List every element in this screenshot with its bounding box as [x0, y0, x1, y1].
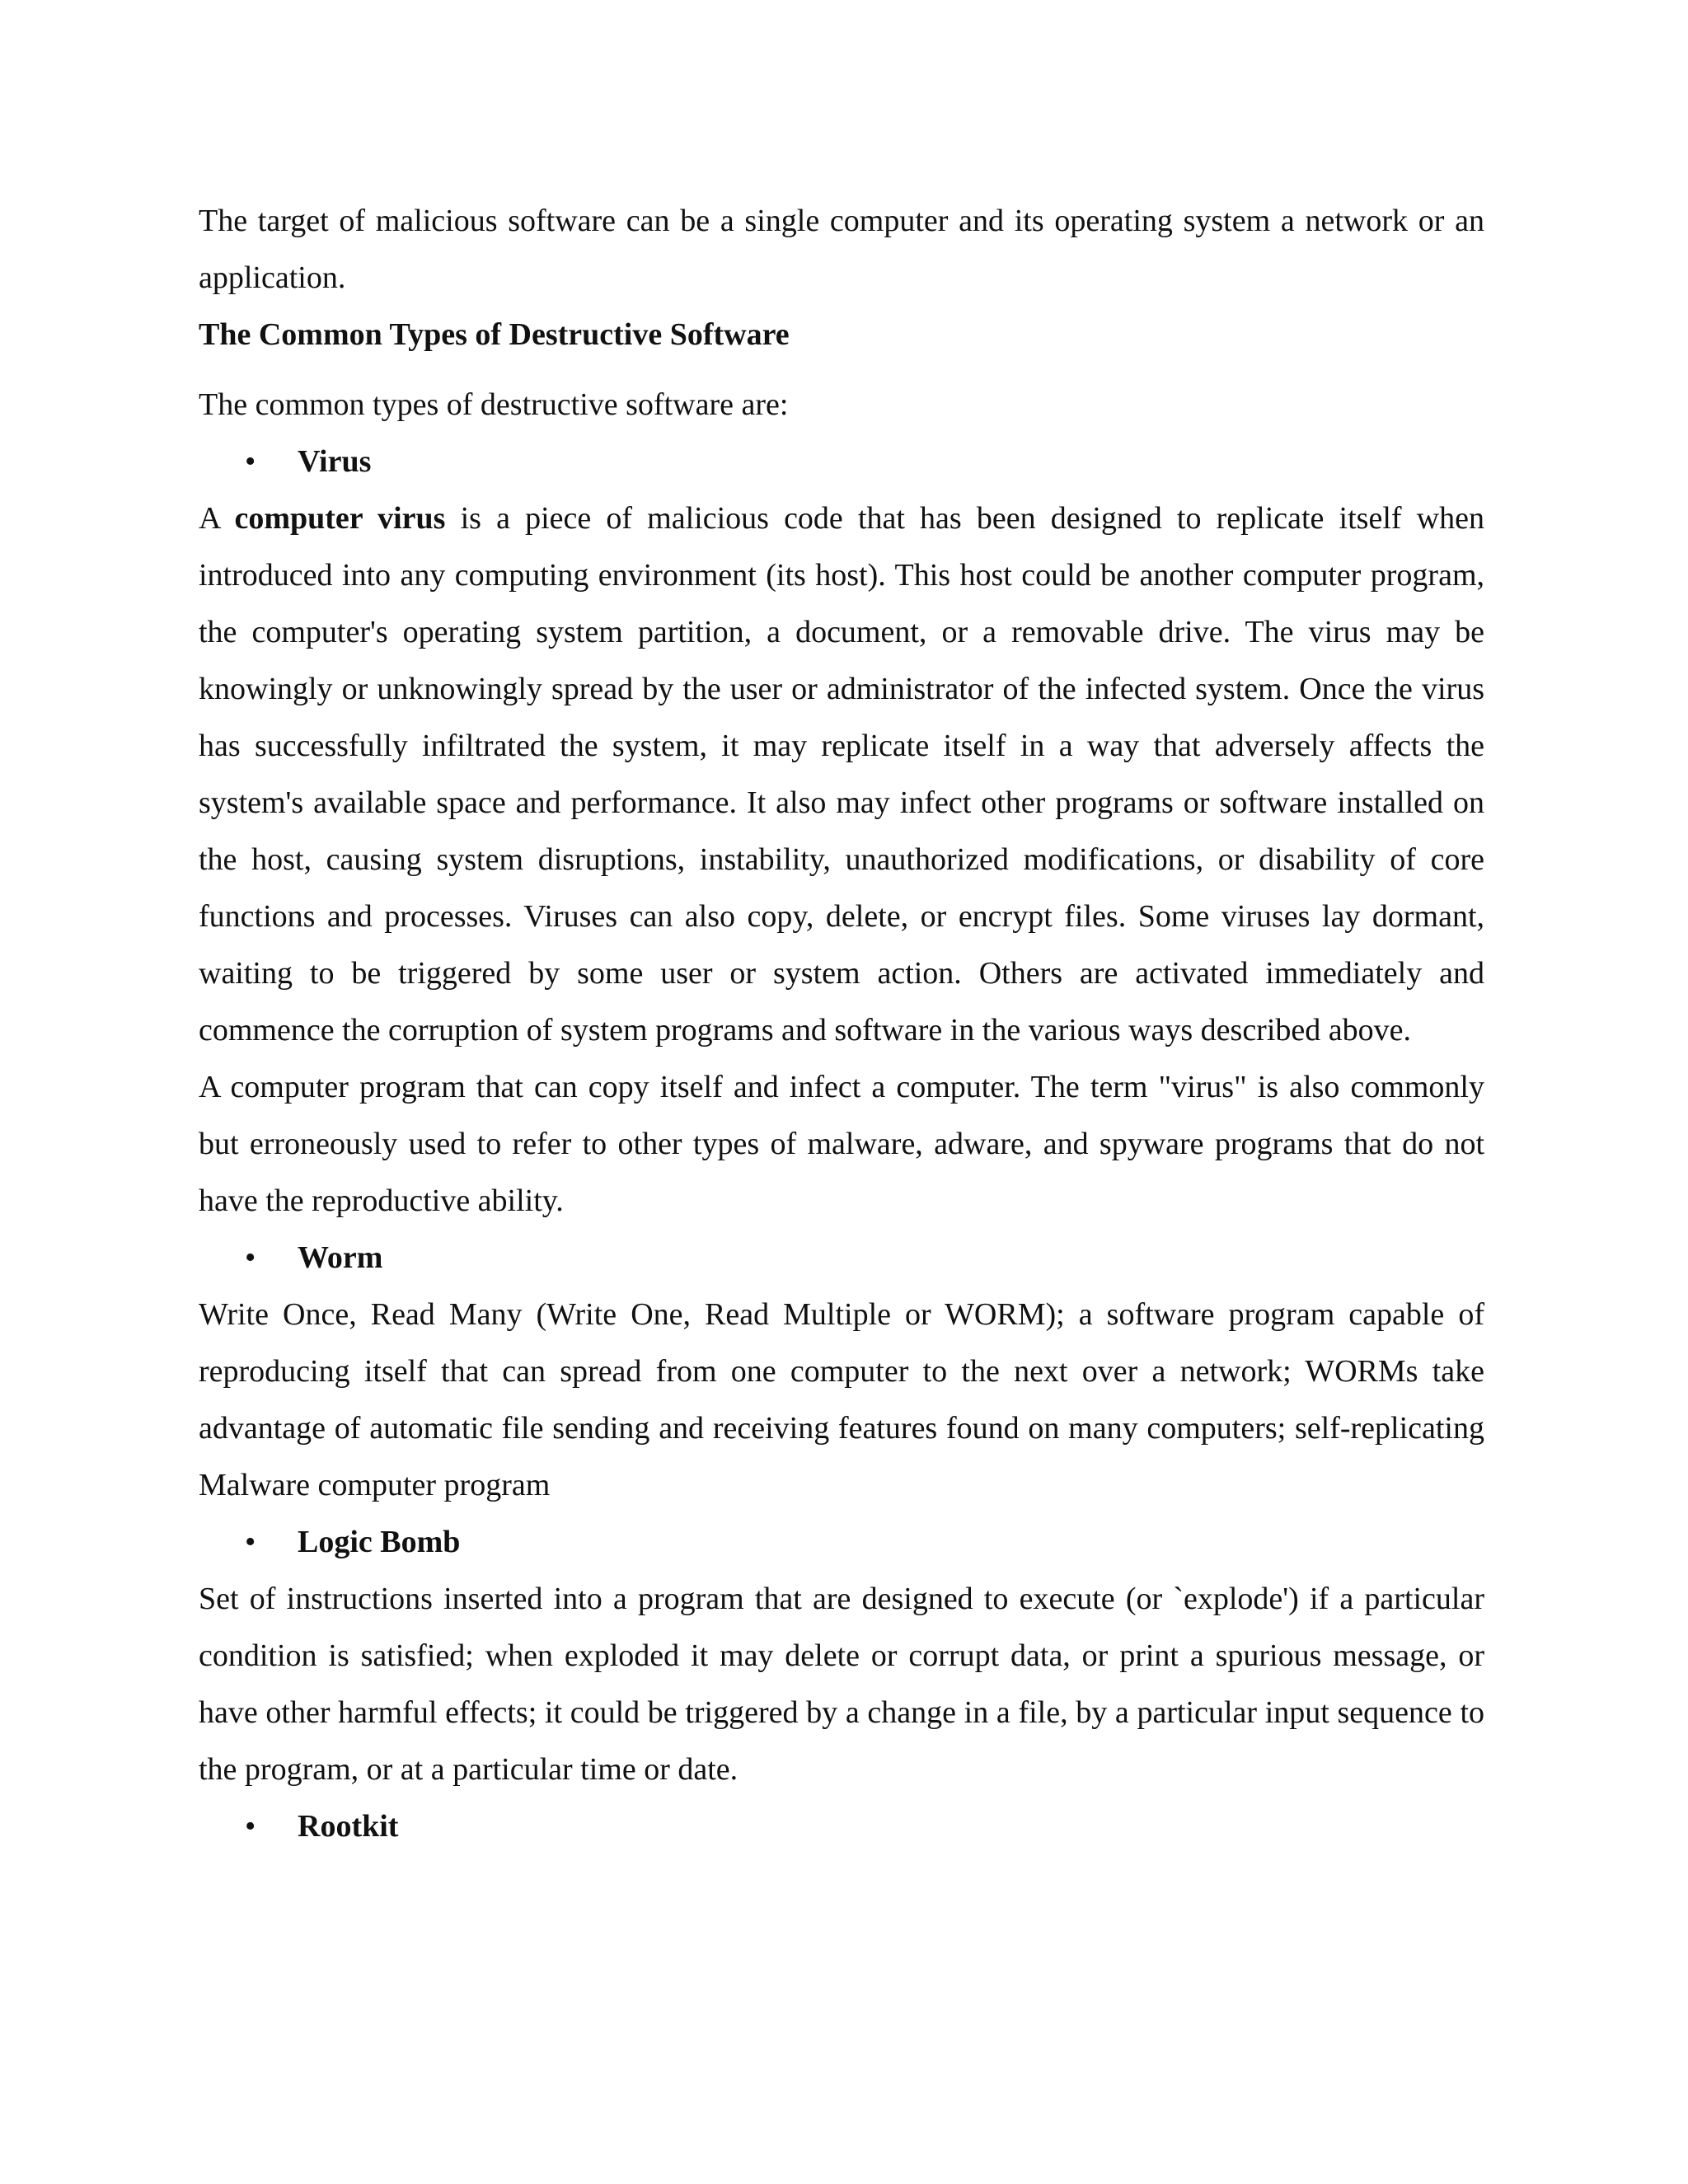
lead-paragraph: The common types of destructive software are: — [199, 387, 789, 422]
virus-p1-bold: computer virus — [234, 501, 446, 536]
section-heading: The Common Types of Destructive Software — [199, 317, 790, 352]
bullet-virus — [199, 434, 1484, 490]
document-page — [199, 193, 1484, 1855]
virus-paragraph-1 — [199, 490, 1484, 1059]
intro-paragraph: The target of malicious software can be a single computer and its operating system a network or an application. — [199, 204, 1484, 295]
virus-p1-rest: is a piece of malicious code that has been designed to replicate itself when introduced into any computing environment (its host). This host could be another computer program, the computer's operating system partition, a document, or a removable drive. The virus may be knowingly or unknowingly spread by the user or administrator of the infected system. Once the virus has successfully infiltrated the system, it may replicate itself in a way that adversely affects the system's available space and performance. It also may infect other programs or software installed on the host, causing system disruptions, instability, unauthorized modifications, or disability of core functions and processes. Viruses can also copy, delete, or encrypt files. Some viruses lay dormant, waiting to be triggered by some user or system action. Others are activated immediately and commence the corruption of system programs and software in the various ways described above. — [199, 501, 1484, 1047]
bullet-label-virus: Virus — [298, 444, 372, 479]
bullet-rootkit — [199, 1798, 1484, 1855]
virus-paragraph-2: A computer program that can copy itself and infect a computer. The term "virus" is also commonly but erroneously used to refer to other types of malware, adware, and spyware programs that do not have the reproductive ability. — [199, 1070, 1484, 1218]
bullet-icon: • — [245, 444, 256, 479]
logic-bomb-paragraph: Set of instructions inserted into a program that are designed to execute (or `explode') if a particular condition is satisfied; when exploded it may delete or corrupt data, or print a spurious message, or have other harmful effects; it could be triggered by a change in a file, by a particular input sequence to the program, or at a particular time or date. — [199, 1582, 1484, 1787]
bullet-label-worm: Worm — [298, 1240, 383, 1275]
bullet-logic-bomb — [199, 1514, 1484, 1571]
bullet-icon: • — [245, 1525, 256, 1559]
bullet-icon: • — [245, 1240, 256, 1275]
bullet-label-logic-bomb: Logic Bomb — [298, 1525, 461, 1559]
virus-p1-prefix: A — [199, 501, 235, 536]
bullet-worm — [199, 1230, 1484, 1286]
worm-paragraph: Write Once, Read Many (Write One, Read Multiple or WORM); a software program capable of reproducing itself that can spread from one computer to the next over a network; WORMs take advantage of automatic file sending and receiving features found on many computers; self-replicating Malware computer program — [199, 1297, 1484, 1502]
bullet-icon: • — [245, 1809, 256, 1844]
bullet-label-rootkit: Rootkit — [298, 1809, 399, 1844]
